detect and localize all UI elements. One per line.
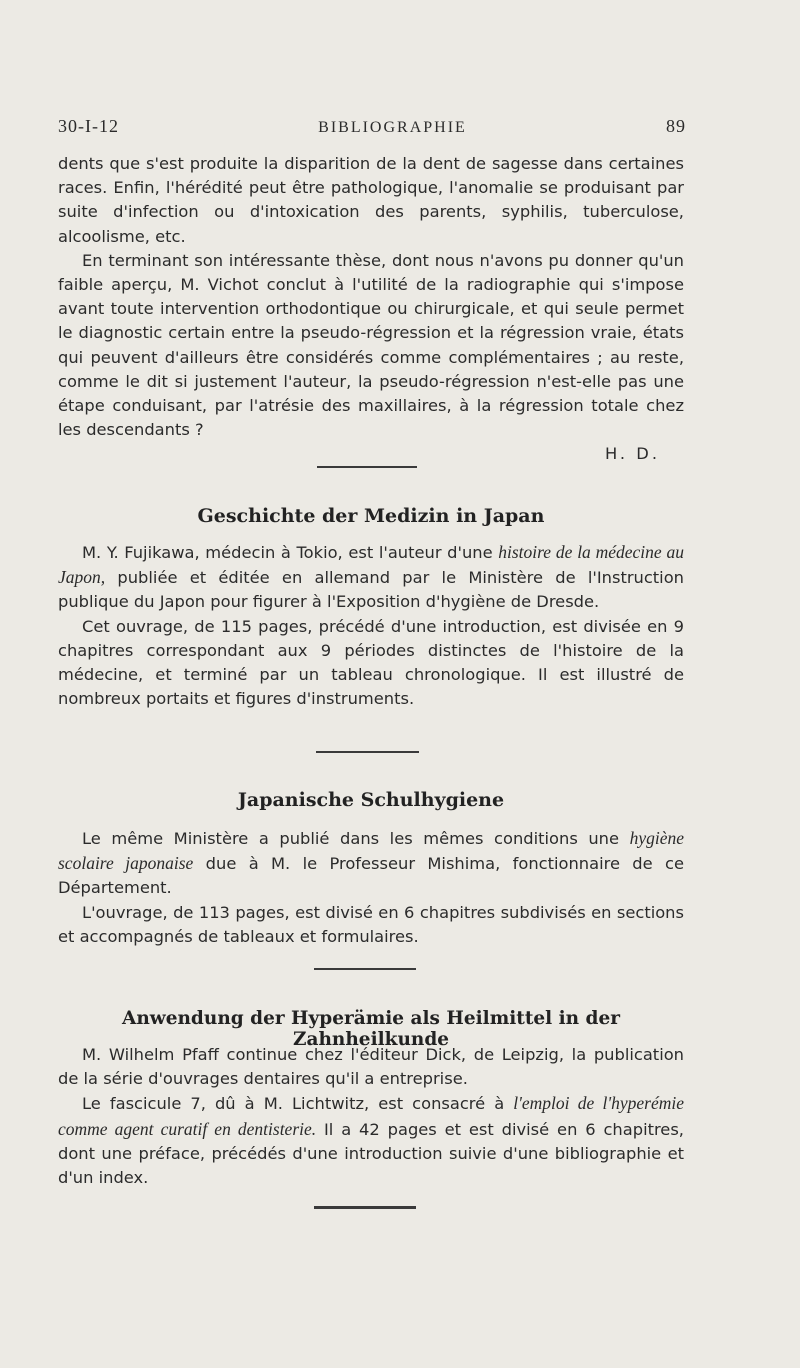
paragraph: Le fascicule 7, dû à M. Lichtwitz, est consacré à l'emploi de l'hyperémie comme agent curatif en dentisterie. Il a 42 pages et est divisé en 6 chapitres, dont une préface, précédés d'une introduction suivie d'une bibliographie et d'un index. [58, 1093, 684, 1188]
section-divider [314, 1206, 416, 1209]
header-date: 30-I-12 [58, 116, 119, 136]
section-text [58, 1043, 684, 1190]
paragraph: L'ouvrage, de 113 pages, est divisé en 6 chapitres subdivisés en sections et accompagnés de tableaux et formulaires. [58, 902, 684, 946]
italic-title: l'emploi de l'hyperémie comme agent curatif en dentisterie. [58, 1093, 684, 1139]
section-text [58, 540, 684, 711]
paragraph: M. Y. Fujikawa, médecin à Tokio, est l'auteur d'une histoire de la médecine au Japon, publiée et éditée en allemand par le Ministère de l'Instruction publique du Japon pour figurer à l'Exposition d'hygiène de Dresde. [58, 542, 684, 612]
italic-title: histoire de la médecine au Japon, [58, 542, 684, 588]
paragraph: Cet ouvrage, de 115 pages, précédé d'une introduction, est divisée en 9 chapitres correspondant aux 9 périodes distinctes de l'histoire de la médecine, et terminé par un tableau chronologique. Il est illustré de nombreux portaits et figures d'instruments. [58, 616, 684, 709]
section-text [58, 826, 684, 949]
paragraph: dents que s'est produite la disparition de la dent de sagesse dans certaines races. Enfin, l'hérédité peut être pathologique, l'anomalie se produisant par suite d'infection ou d'intoxication des parents, syphilis, tuberculose, alcoolisme, etc. [58, 154, 684, 246]
section-heading: Geschichte der Medizin in Japan [197, 505, 545, 527]
signature: H. D. [604, 444, 660, 464]
section-divider [316, 751, 419, 753]
page-number: 89 [666, 116, 686, 136]
section-continued-text [58, 152, 684, 467]
paragraph: M. Wilhelm Pfaff continue chez l'éditeur Dick, de Leipzig, la publication de la série d'ouvrages dentaires qu'il a entreprise. [58, 1045, 684, 1089]
section-divider [317, 466, 417, 468]
header-title: BIBLIOGRAPHIE [318, 119, 467, 136]
section-heading: Japanische Schulhygiene [237, 789, 505, 811]
paragraph: En terminant son intéressante thèse, dont nous n'avons pu donner qu'un faible aperçu, M. Vichot conclut à l'utilité de la radiographie qui s'impose avant toute intervention orthodontique ou chirurgicale, et qui seule permet le diagnostic certain entre la pseudo-régression et la régression vraie, états qui peuvent d'ailleurs être considérés comme complémentaires ; au reste, comme le dit si justement l'auteur, la pseudo-régression n'est-elle pas une étape conduisant, par l'atrésie des maxillaires, à la régression totale chez les descendants ? [58, 250, 684, 440]
section-divider [314, 968, 416, 970]
paragraph: Le même Ministère a publié dans les mêmes conditions une hygiène scolaire japonaise due à M. le Professeur Mishima, fonctionnaire de ce Département. [58, 828, 684, 898]
running-header [58, 116, 686, 137]
italic-title: hygiène scolaire japonaise [58, 828, 684, 874]
section-heading: Anwendung der Hyperämie als Heilmittel in der Zahnheilkunde [121, 1008, 621, 1050]
